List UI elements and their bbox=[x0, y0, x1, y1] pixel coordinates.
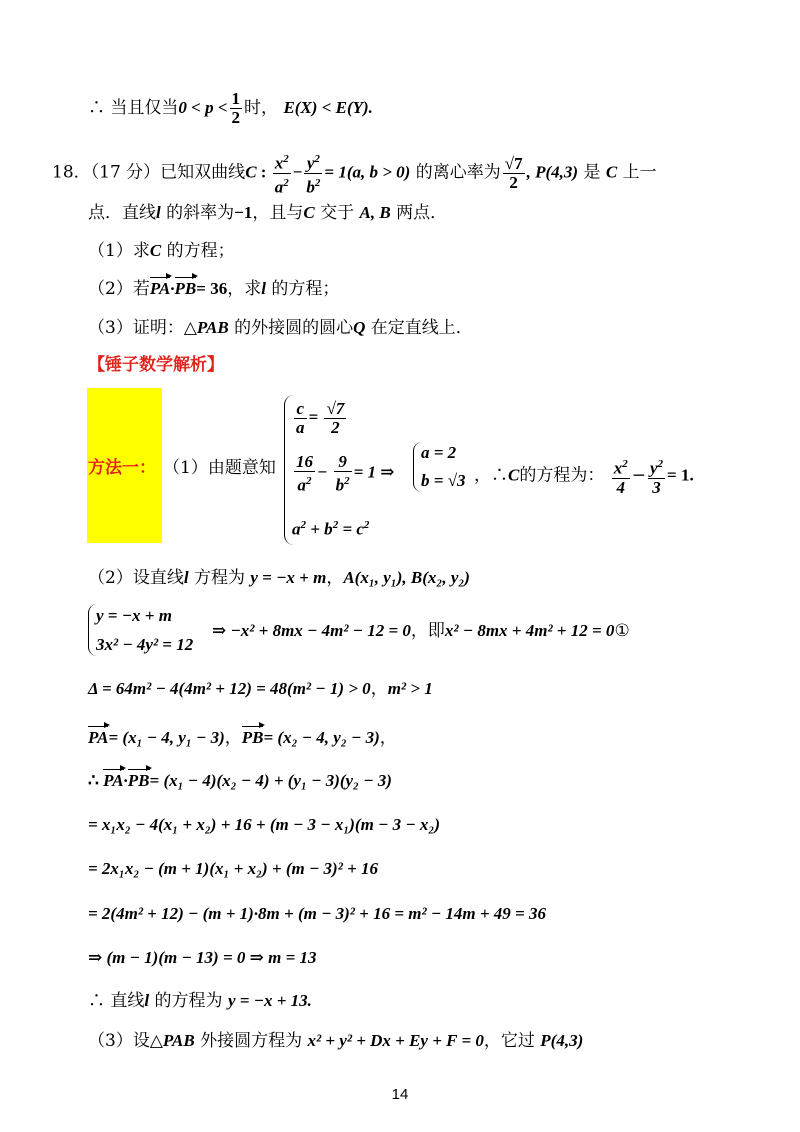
quadratic-line: ⇒ −x² + 8mx − 4m² − 12 = 0，即x² − 8mx + 4m² + 12 = 0① bbox=[212, 621, 630, 641]
method-label: 方法一： bbox=[88, 458, 156, 478]
solve-m-line: ⇒ (m − 1)(m − 13) = 0 ⇒ m = 13 bbox=[88, 948, 317, 967]
system2-b: b = √3 bbox=[421, 471, 466, 490]
solution-2-intro: （2）设直线l 方程为 y = −x + m，A(x₁, y₁), B(x₂, y₂) bbox=[88, 568, 470, 588]
fraction-sqrt7-2: $\frac{√7}{2}$ bbox=[504, 153, 523, 192]
line-l-result: ∴ 直线l 的方程为 y = −x + 13. bbox=[88, 991, 312, 1011]
expansion-line-2: = x₁x₂ − 4(x₁ + x₂) + 16 + (m − 3 − x₁)(m − 3 − x₂) bbox=[88, 815, 440, 834]
vector-line: PA= (x₁ − 4, y₁ − 3)，PB= (x₂ − 4, y₂ − 3)， bbox=[88, 725, 397, 751]
expansion-line-4: = 2(4m² + 12) − (m + 1)·8m + (m − 3)² + 16 = m² − 14m + 49 = 36 bbox=[88, 904, 546, 923]
solution-3-intro: （3）设△PAB 外接圆方程为 x² + y² + Dx + Ey + F = 0，它过 P(4,3) bbox=[88, 1031, 584, 1051]
system2-a: a = 2 bbox=[421, 443, 457, 462]
expansion-line-3: = 2x₁x₂ − (m + 1)(x₁ + x₂) + (m − 3)² + 16 bbox=[88, 859, 379, 878]
part-3: （3）证明：△PAB 的外接圆的圆心Q 在定直线上． bbox=[88, 318, 473, 338]
line-conclusion-17: ∴ 当且仅当0 < p < $\frac{1}{2}$ 时， E(X) < E(Y). bbox=[88, 89, 373, 127]
system3-line: y = −x + m bbox=[96, 606, 172, 625]
dot-product-line: ∴ PA·PB= (x₁ − 4)(x₂ − 4) + (y₁ − 3)(y₂ − 3) bbox=[88, 768, 392, 794]
fraction-y2-b2: $\frac{y^2}{b^2}$ bbox=[304, 150, 322, 196]
discriminant-line: Δ = 64m² − 4(4m² + 12) = 48(m² − 1) > 0，m² > 1 bbox=[88, 679, 433, 699]
solution-1-conclusion: ，∴C的方程为： $\frac{x^2}{4}$ − $\frac{y^2}{3}$ = 1. bbox=[474, 455, 694, 497]
fraction-one-half: $\frac{1}{2}$ bbox=[231, 89, 241, 127]
question-18-line2: 点．直线l 的斜率为−1，且与C 交于 A, B 两点． bbox=[88, 203, 448, 223]
solution-1-intro: （1）由题意知 bbox=[163, 458, 276, 478]
part-1: （1）求C 的方程； bbox=[88, 241, 235, 261]
system1-row2: $\frac{16}{a^2}$ − $\frac{9}{b^2}$ = 1 ⇒ bbox=[296, 452, 395, 495]
part-2: （2）若PA·PB= 36，求l 的方程； bbox=[88, 276, 339, 302]
page-number: 14 bbox=[391, 1086, 409, 1103]
system1-row1: $\frac{c}{a}$ = $\frac{√7}{2}$ bbox=[296, 399, 345, 437]
section-title: 【锤子数学解析】 bbox=[88, 355, 224, 375]
system3-hyperbola: 3x² − 4y² = 12 bbox=[96, 635, 194, 654]
question-18-line1: 18．（17 分）已知双曲线C : $\frac{x^2}{a^2}$ − $\frac{y^2}{b^2}$ = 1(a, b > 0) 的离心率为 $\frac{√7}{2}$ , P(4,3) 是 C 上一 bbox=[52, 150, 657, 196]
fraction-x2-a2: $\frac{x^2}{a^2}$ bbox=[273, 150, 291, 196]
system1-row3: $a^2 + b^2 = c^2$ bbox=[292, 519, 370, 539]
